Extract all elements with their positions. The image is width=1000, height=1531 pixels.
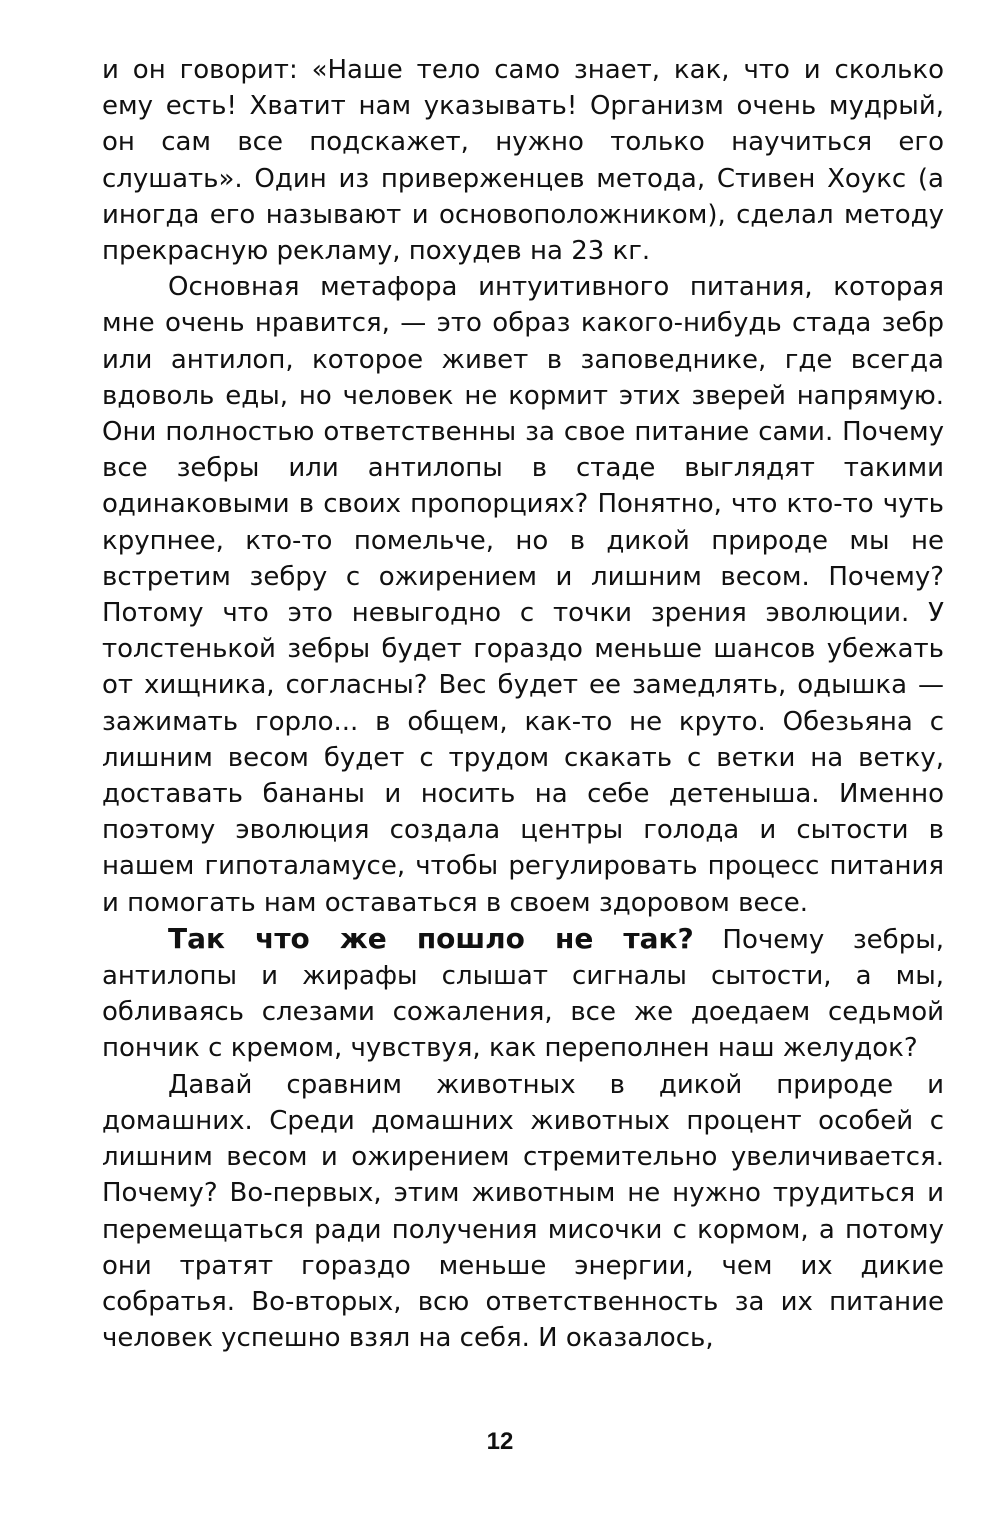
paragraph-1: и он говорит: «Наше тело само знает, как, что и сколько ему есть! Хватит нам указывать! Организм очень мудрый, он сам все подскажет, нужно только научиться его слушать». Один из приверженцев метода, Стивен Хоукс (а иногда его называют и основоположником), сделал методу прекрасную рекламу, похудев на 23 кг. bbox=[102, 55, 944, 267]
section-subheading: Так что же пошло не так? bbox=[168, 921, 694, 955]
body-text bbox=[102, 52, 944, 1356]
paragraph-4: Давай сравним животных в дикой природе и домашних. Среди домашних животных процент особей с лишним весом и ожирением стремительно увеличивается. Почему? Во-первых, этим животным не нужно трудиться и перемещаться ради получения мисочки с кормом, а потому они тратят гораздо меньше энергии, чем их дикие собратья. Во-вторых, всю ответственность за их питание человек успешно взял на себя. И оказалось, bbox=[102, 1069, 944, 1354]
paragraph-2: Основная метафора интуитивного питания, которая мне очень нравится, — это образ какого-нибудь стада зебр или антилоп, которое живет в заповеднике, где всегда вдоволь еды, но человек не кормит этих зверей напрямую. Они полностью ответственны за свое питание сами. Почему все зебры или антилопы в стаде выглядят такими одинаковыми в своих пропорциях? Понятно, что кто-то чуть крупнее, кто-то помельче, но в дикой природе мы не встретим зебру с ожирением и лишним весом. Почему? Потому что это невыгодно с точки зрения эволюции. У толстенькой зебры будет гораздо меньше шансов убежать от хищника, согласны? Вес будет ее замедлять, одышка — зажимать горло... в общем, как-то не круто. Обезьяна с лишним весом будет с трудом скакать с ветки на ветку, доставать бананы и носить на себе детеныша. Именно поэтому эволюция создала центры голода и сытости в нашем гипоталамусе, чтобы регулировать процесс питания и помогать нам оставаться в своем здоровом весе. bbox=[102, 272, 944, 918]
paragraph-3 bbox=[102, 921, 944, 1067]
page-number: 12 bbox=[486, 1428, 514, 1455]
paragraph-3-text: Почему зебры, антилопы и жирафы слышат сигналы сытости, а мы, обливаясь слезами сожаления, все же доедаем седьмой пончик с кремом, чувствуя, как переполнен наш желудок? bbox=[102, 924, 945, 1064]
